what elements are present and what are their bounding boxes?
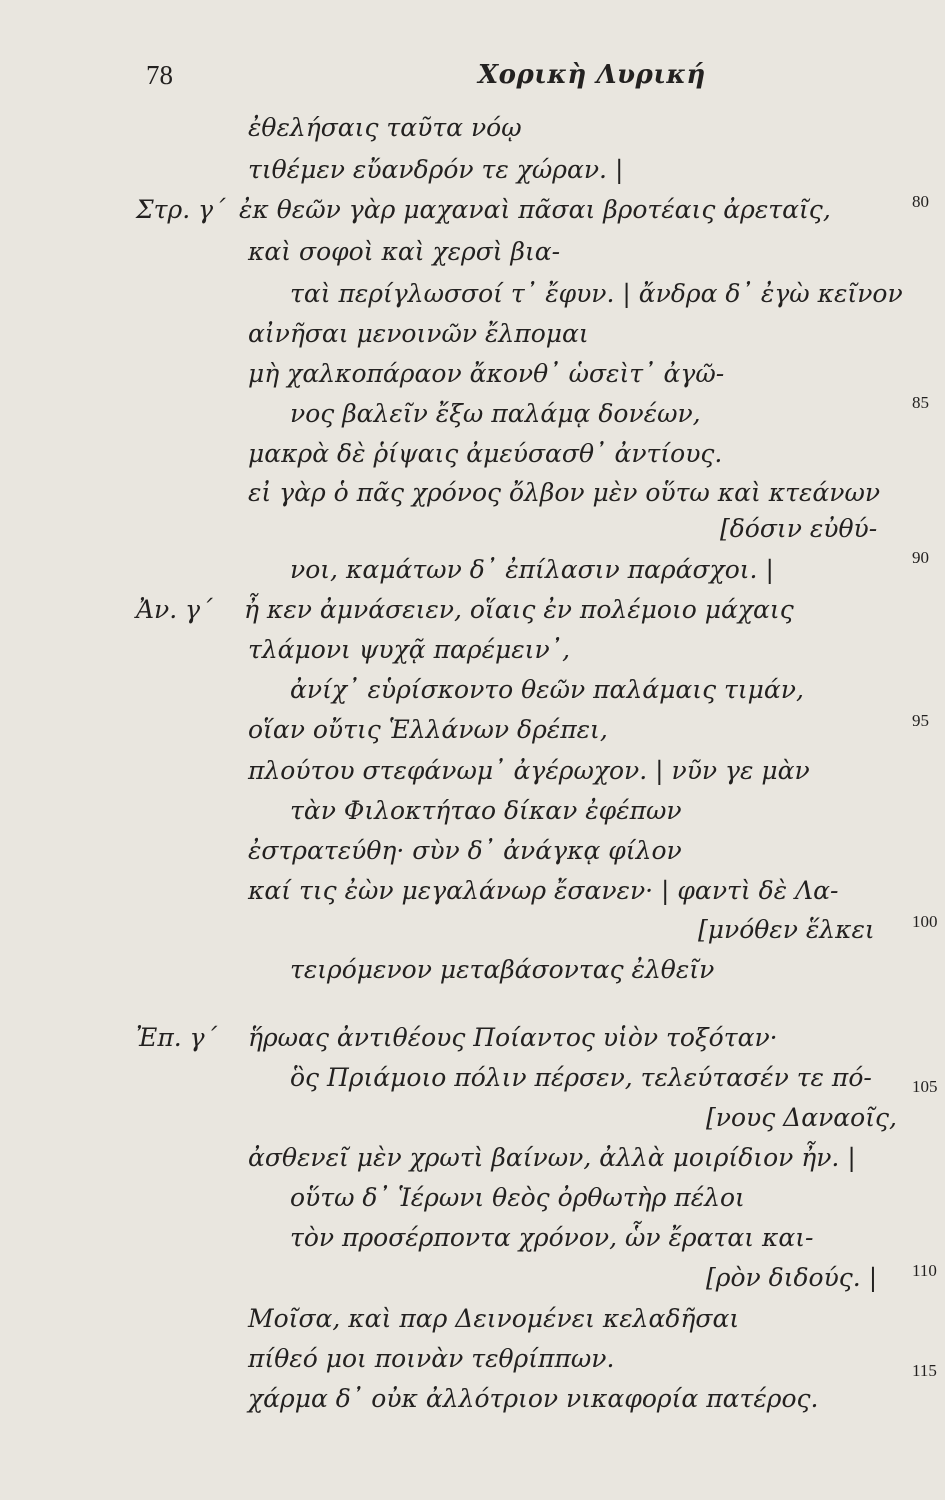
verse-line: χάρμα δ᾽ οὐκ ἀλλότριον νικαφορία πατέρος.: [248, 1384, 819, 1413]
section-marker-epode: Ἐπ. γ΄: [136, 1023, 218, 1052]
verse-line: εἰ γὰρ ὁ πᾶς χρόνος ὄλβον μὲν οὕτω καὶ κτεάνων: [248, 478, 881, 507]
page-number: 78: [146, 60, 173, 90]
verse-line: [δόσιν εὐθύ-: [720, 514, 878, 543]
verse-line: τειρόμενον μεταβάσοντας ἐλθεῖν: [290, 955, 715, 984]
line-number: 105: [912, 1077, 938, 1096]
verse-line: καὶ σοφοὶ καὶ χερσὶ βια-: [248, 237, 561, 266]
verse-line: ἦ κεν ἀμνάσειεν, οἵαις ἐν πολέμοιο μάχαις: [244, 595, 794, 624]
line-number: 85: [912, 393, 929, 412]
section-marker-strophe: Στρ. γ΄: [136, 195, 226, 224]
verse-line: πλούτου στεφάνωμ᾽ ἀγέρωχον. | νῦν γε μὰν: [248, 756, 810, 785]
verse-line: τὸν προσέρποντα χρόνον, ὧν ἔραται και-: [290, 1223, 814, 1252]
verse-line: ἐκ θεῶν γὰρ μαχαναὶ πᾶσαι βροτέαις ἀρεταῖς,: [239, 195, 831, 224]
verse-line: νος βαλεῖν ἔξω παλάμᾳ δονέων,: [290, 399, 701, 428]
verse-line: καί τις ἐὼν μεγαλάνωρ ἔσανεν· | φαντὶ δὲ Λα-: [248, 876, 839, 905]
verse-line: μακρὰ δὲ ῥίψαις ἀμεύσασθ᾽ ἀντίους.: [248, 439, 723, 468]
verse-line: ἐθελήσαις ταῦτα νόῳ: [248, 113, 522, 142]
line-number: 100: [912, 912, 938, 931]
verse-line: τὰν Φιλοκτήταο δίκαν ἐφέπων: [290, 796, 682, 825]
verse-line: μὴ χαλκοπάραον ἄκονθ᾽ ὡσεὶτ᾽ ἀγῶ-: [248, 359, 725, 388]
verse-line: ταὶ περίγλωσσοί τ᾽ ἔφυν. | ἄνδρα δ᾽ ἐγὼ κεῖνον: [290, 279, 903, 308]
verse-line: ἥρωας ἀντιθέους Ποίαντος υἱὸν τοξόταν·: [248, 1023, 778, 1052]
verse-line: οὕτω δ᾽ Ἱέρωνι θεὸς ὀρθωτὴρ πέλοι: [290, 1183, 745, 1212]
verse-line: ὃς Πριάμοιο πόλιν πέρσεν, τελεύτασέν τε πό-: [290, 1063, 872, 1092]
verse-line: Μοῖσα, καὶ παρ Δεινομένει κελαδῆσαι: [248, 1304, 740, 1333]
verse-line: οἵαν οὔτις Ἑλλάνων δρέπει,: [248, 715, 608, 744]
verse-line: αἰνῆσαι μενοινῶν ἔλπομαι: [248, 319, 589, 348]
line-number: 80: [912, 192, 929, 211]
line-number: 110: [912, 1261, 937, 1280]
section-marker-antistrophe: Ἀν. γ΄: [136, 595, 213, 624]
page-header: [0, 60, 945, 100]
line-number: 115: [912, 1361, 937, 1380]
verse-line: νοι, καμάτων δ᾽ ἐπίλασιν παράσχοι. |: [290, 555, 774, 584]
verse-line: ἐστρατεύθη· σὺν δ᾽ ἀνάγκᾳ φίλον: [248, 836, 682, 865]
running-title: Χορικὴ Λυρική: [478, 60, 706, 90]
verse-line: τιθέμεν εὔανδρόν τε χώραν. |: [248, 155, 624, 184]
line-number: 90: [912, 548, 929, 567]
verse-line: πίθεό μοι ποινὰν τεθρίππων.: [248, 1344, 615, 1373]
verse-line: [νους Δαναοῖς,: [706, 1103, 897, 1132]
verse-line: [ρὸν διδούς. |: [706, 1263, 878, 1292]
verse-line: ἀσθενεῖ μὲν χρωτὶ βαίνων, ἀλλὰ μοιρίδιον ἦν. |: [248, 1143, 856, 1172]
verse-line: ἀνίχ᾽ εὑρίσκοντο θεῶν παλάμαις τιμάν,: [290, 675, 804, 704]
verse-line: τλάμονι ψυχᾷ παρέμειν᾽,: [248, 635, 571, 664]
line-number: 95: [912, 711, 929, 730]
verse-line: [μνόθεν ἕλκει: [698, 915, 875, 944]
